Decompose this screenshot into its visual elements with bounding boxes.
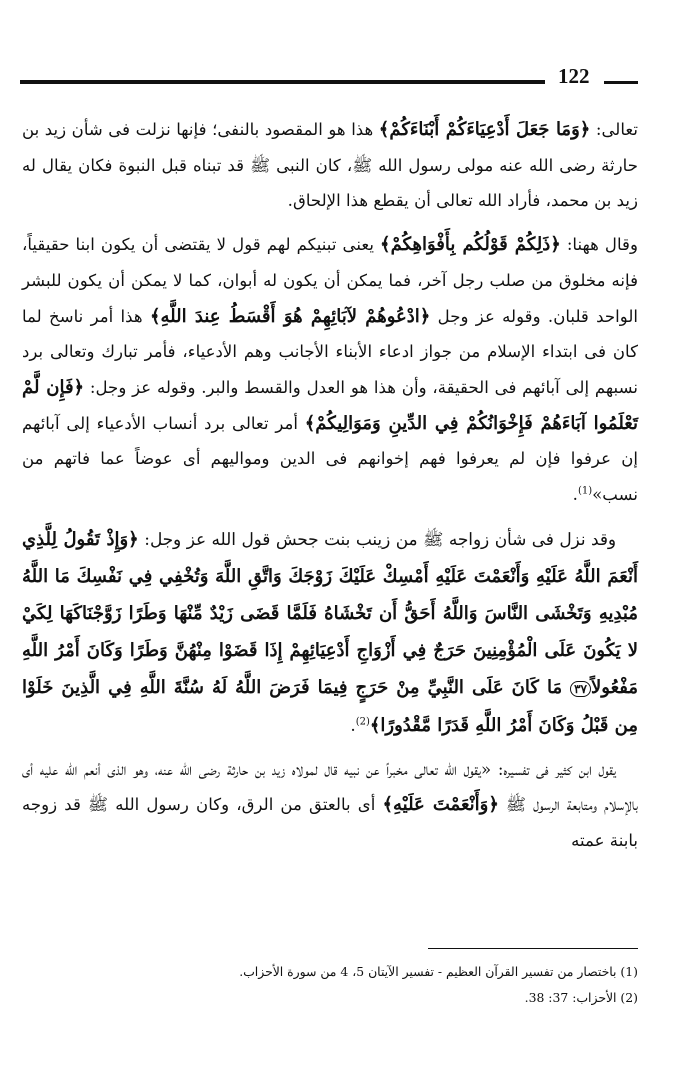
page-number-dash (604, 81, 638, 84)
page-header (20, 62, 660, 92)
text-run: هذا هو المقصود بالنفى؛ فإنها نزلت فى شأن زيد بن حارثة رضى الله عنه مولى رسول الله ﷺ، كان النبى ﷺ قد تبناه قبل النبوة فكان يقال له زيد بن محمد، فأراد الله تعالى أن يقطع هذا الإلحاق. (22, 120, 638, 211)
quran-quote: ﴿فَإِن لَّمْ تَعْلَمُوا آبَاءَهُمْ فَإِخْوَانُكُمْ فِي الدِّينِ وَمَوَالِيكُمْ﴾ (22, 376, 638, 434)
text-run: أى بالعتق من الرق، وكان رسول الله ﷺ قد زوجه بابنة عمته (22, 795, 638, 851)
verse-number: ٣٧ (570, 681, 591, 697)
footnote-2: (2) الأحزاب: 37: 38. (524, 990, 638, 1005)
text-run: تعالى: (590, 120, 639, 139)
footnote-1: (1) باختصار من تفسير القرآن العظيم - تفسير الآيتان 5، 4 من سورة الأحزاب. (239, 964, 638, 979)
paragraph (22, 752, 638, 859)
text-run: هذا أمر ناسخ لما كان فى ابتداء الإسلام من جواز ادعاء الأبناء الأجانب وهم الأدعياء، فأمر تبارك وتعالى برد نسبهم إلى آبائهم فى الحقيقة، وأن هذا هو العدل والقسط والبر. وقوله عز وجل: (22, 306, 638, 397)
text-run: . (572, 485, 578, 505)
text-run: وقال ههنا: (560, 235, 638, 255)
footnote-ref: (1) (577, 485, 593, 497)
quran-quote: ﴿وَإِذْ تَقُولُ لِلَّذِي أَنْعَمَ اللَّهُ عَلَيْهِ وَأَنْعَمْتَ عَلَيْهِ أَمْسِكْ عَلَيْكَ زَوْجَكَ وَاتَّقِ اللَّهَ وَتُخْفِي فِي نَفْسِكَ مَا اللَّهُ مُبْدِيهِ وَتَخْشَى النَّاسَ وَاللَّهُ أَحَقُّ أَن تَخْشَاهُ فَلَمَّا قَضَى زَيْدٌ مِّنْهَا وَطَرًا زَوَّجْنَاكَهَا لِكَيْ لا يَكُونَ عَلَى الْمُؤْمِنِينَ حَرَجٌ فِي أَزْوَاجِ أَدْعِيَائِهِمْ إِذَا قَضَوْا مِنْهُنَّ وَطَرًا وَكَانَ أَمْرُ اللَّهِ مَفْعُولاً (22, 528, 638, 698)
footnote-rule (428, 948, 638, 949)
page-body (22, 112, 638, 859)
text-run: أمر تعالى برد أنساب الأدعياء إلى آبائهم إن عرفوا فإن لم يعرفوا فهم إخوانهم فى الدين ومواليهم أى عوضاً عما فاتهم من نسب» (22, 413, 638, 505)
footnotes (22, 948, 638, 1011)
header-rule (20, 80, 545, 84)
paragraph (22, 521, 638, 744)
text-run: وقد نزل فى شأن زواجه ﷺ من زينب بنت جحش قول الله عز وجل: (138, 528, 616, 549)
quran-quote: مَا كَانَ عَلَى النَّبِيِّ مِنْ حَرَجٍ فِيمَا فَرَضَ اللَّهُ لَهُ سُنَّةَ اللَّهِ فِي الَّذِينَ خَلَوْا مِن قَبْلُ وَكَانَ أَمْرُ اللَّهِ قَدَرًا مَّقْدُورًا﴾ (22, 676, 638, 736)
quran-quote: ﴿ذَلِكُمْ قَوْلُكُم بِأَفْوَاهِكُمْ﴾ (380, 234, 561, 256)
quran-quote: ﴿وَأَنْعَمْتَ عَلَيْهِ﴾ (382, 794, 499, 816)
page-number: 122 (558, 64, 590, 88)
text-run: . (350, 714, 356, 735)
paragraph (22, 227, 638, 513)
text-run: يقول ابن كثير فى تفسيره: «يقول الله تعالى مخبراً عن نبيه قال لمولاه زيد بن حارثة رضى الله عنه، وهو الذى أنعم الله عليه أى بالإسلام ومتابعة الرسول ﷺ (22, 759, 639, 815)
paragraph (22, 112, 638, 219)
footnote-ref: (2) (355, 716, 370, 728)
quran-quote: ﴿ادْعُوهُمْ لآبَائِهِمْ هُوَ أَقْسَطُ عِندَ اللَّهِ﴾ (149, 305, 431, 327)
text-run: يعنى تبنيكم لهم قول لا يقتضى أن يكون ابنا حقيقياً، فإنه مخلوق من صلب رجل آخر، فما يمكن أن يكون له أبوان، كما لا يمكن أن يكون للبشر الواحد قلبان. وقوله عز وجل (22, 235, 638, 326)
quran-quote: ﴿وَمَا جَعَلَ أَدْعِيَاءَكُمْ أَبْنَاءَكُمْ﴾ (378, 119, 591, 140)
